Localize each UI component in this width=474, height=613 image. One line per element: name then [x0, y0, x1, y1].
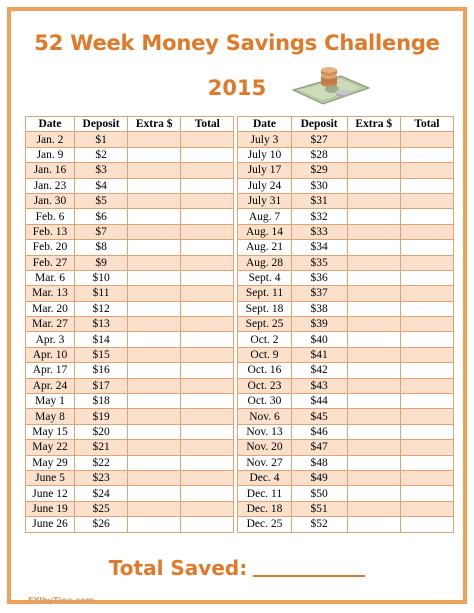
- extra-cell[interactable]: [347, 193, 400, 208]
- extra-cell[interactable]: [347, 486, 400, 501]
- total-cell[interactable]: [181, 517, 234, 532]
- extra-cell[interactable]: [128, 240, 181, 255]
- deposit-cell: $35: [291, 255, 347, 270]
- table-row: [26, 224, 454, 239]
- deposit-cell: $30: [291, 178, 347, 193]
- total-cell[interactable]: [181, 409, 234, 424]
- date-cell: Sept. 25: [238, 317, 291, 332]
- total-cell[interactable]: [181, 501, 234, 516]
- total-cell[interactable]: [400, 178, 453, 193]
- table-row: [26, 470, 454, 485]
- page-title: 52 Week Money Savings Challenge: [34, 31, 440, 55]
- total-cell[interactable]: [400, 424, 453, 439]
- deposit-cell: $29: [291, 163, 347, 178]
- extra-cell[interactable]: [347, 132, 400, 147]
- deposit-cell: $31: [291, 193, 347, 208]
- date-cell: Mar. 6: [26, 270, 75, 285]
- date-cell: Jan. 2: [26, 132, 75, 147]
- extra-cell[interactable]: [347, 394, 400, 409]
- date-cell: Feb. 13: [26, 224, 75, 239]
- deposit-cell: $27: [291, 132, 347, 147]
- deposit-cell: $43: [291, 378, 347, 393]
- deposit-cell: $40: [291, 332, 347, 347]
- table-row: [26, 517, 454, 532]
- extra-cell[interactable]: [128, 255, 181, 270]
- extra-cell[interactable]: [128, 394, 181, 409]
- date-cell: Aug. 7: [238, 209, 291, 224]
- date-cell: Nov. 20: [238, 440, 291, 455]
- deposit-cell: $18: [75, 394, 128, 409]
- deposit-cell: $50: [291, 486, 347, 501]
- extra-cell[interactable]: [128, 332, 181, 347]
- year-label: 2015: [207, 76, 267, 100]
- deposit-cell: $38: [291, 301, 347, 316]
- table-row: [26, 317, 454, 332]
- date-cell: July 31: [238, 193, 291, 208]
- total-cell[interactable]: [400, 363, 453, 378]
- money-stack-icon: [289, 66, 371, 106]
- total-cell[interactable]: [400, 517, 453, 532]
- extra-cell[interactable]: [347, 363, 400, 378]
- total-cell[interactable]: [400, 286, 453, 301]
- deposit-cell: $10: [75, 270, 128, 285]
- deposit-cell: $3: [75, 163, 128, 178]
- date-cell: Dec. 4: [238, 470, 291, 485]
- deposit-cell: $17: [75, 378, 128, 393]
- date-cell: Sept. 4: [238, 270, 291, 285]
- extra-cell[interactable]: [347, 224, 400, 239]
- extra-cell[interactable]: [347, 440, 400, 455]
- deposit-cell: $26: [75, 517, 128, 532]
- total-cell[interactable]: [181, 270, 234, 285]
- deposit-cell: $46: [291, 424, 347, 439]
- date-cell: Mar. 20: [26, 301, 75, 316]
- total-cell[interactable]: [181, 224, 234, 239]
- total-cell[interactable]: [181, 286, 234, 301]
- deposit-cell: $14: [75, 332, 128, 347]
- date-cell: July 24: [238, 178, 291, 193]
- extra-cell[interactable]: [128, 178, 181, 193]
- total-cell[interactable]: [400, 332, 453, 347]
- extra-cell[interactable]: [128, 455, 181, 470]
- deposit-cell: $42: [291, 363, 347, 378]
- header-deposit-left: Deposit: [75, 117, 128, 132]
- deposit-cell: $51: [291, 501, 347, 516]
- table-row: [26, 193, 454, 208]
- deposit-cell: $33: [291, 224, 347, 239]
- extra-cell[interactable]: [347, 270, 400, 285]
- total-cell[interactable]: [181, 301, 234, 316]
- deposit-cell: $15: [75, 347, 128, 362]
- table-row: [26, 147, 454, 162]
- total-cell[interactable]: [400, 270, 453, 285]
- deposit-cell: $52: [291, 517, 347, 532]
- date-cell: Apr. 24: [26, 378, 75, 393]
- extra-cell[interactable]: [347, 470, 400, 485]
- date-cell: Nov. 6: [238, 409, 291, 424]
- table-header-row: [26, 117, 454, 132]
- extra-cell[interactable]: [128, 517, 181, 532]
- table-row: [26, 332, 454, 347]
- savings-table: [25, 116, 454, 533]
- deposit-cell: $22: [75, 455, 128, 470]
- extra-cell[interactable]: [128, 270, 181, 285]
- header-deposit-right: Deposit: [291, 117, 347, 132]
- date-cell: Nov. 13: [238, 424, 291, 439]
- extra-cell[interactable]: [128, 409, 181, 424]
- extra-cell[interactable]: [347, 301, 400, 316]
- extra-cell[interactable]: [128, 147, 181, 162]
- extra-cell[interactable]: [128, 209, 181, 224]
- extra-cell[interactable]: [347, 455, 400, 470]
- total-cell[interactable]: [181, 163, 234, 178]
- table-row: [26, 240, 454, 255]
- date-cell: Oct. 30: [238, 394, 291, 409]
- table-row: [26, 178, 454, 193]
- extra-cell[interactable]: [128, 378, 181, 393]
- total-cell[interactable]: [400, 440, 453, 455]
- date-cell: Jan. 23: [26, 178, 75, 193]
- total-cell[interactable]: [400, 209, 453, 224]
- date-cell: Aug. 14: [238, 224, 291, 239]
- total-cell[interactable]: [400, 455, 453, 470]
- date-cell: Dec. 11: [238, 486, 291, 501]
- deposit-cell: $45: [291, 409, 347, 424]
- date-cell: Feb. 20: [26, 240, 75, 255]
- extra-cell[interactable]: [128, 470, 181, 485]
- extra-cell[interactable]: [128, 424, 181, 439]
- deposit-cell: $4: [75, 178, 128, 193]
- date-cell: Jan. 9: [26, 147, 75, 162]
- total-cell[interactable]: [400, 132, 453, 147]
- extra-cell[interactable]: [128, 363, 181, 378]
- header-extra-left: Extra $: [128, 117, 181, 132]
- date-cell: Oct. 2: [238, 332, 291, 347]
- total-cell[interactable]: [181, 378, 234, 393]
- total-cell[interactable]: [181, 486, 234, 501]
- deposit-cell: $41: [291, 347, 347, 362]
- date-cell: May 8: [26, 409, 75, 424]
- date-cell: Dec. 18: [238, 501, 291, 516]
- date-cell: Aug. 28: [238, 255, 291, 270]
- deposit-cell: $23: [75, 470, 128, 485]
- total-cell[interactable]: [181, 255, 234, 270]
- total-cell[interactable]: [400, 486, 453, 501]
- deposit-cell: $12: [75, 301, 128, 316]
- deposit-cell: $25: [75, 501, 128, 516]
- deposit-cell: $7: [75, 224, 128, 239]
- date-cell: Apr. 3: [26, 332, 75, 347]
- total-cell[interactable]: [400, 378, 453, 393]
- watermark: FYIbyTina.com: [28, 596, 95, 605]
- date-cell: Apr. 17: [26, 363, 75, 378]
- header-total-left: Total: [181, 117, 234, 132]
- total-cell[interactable]: [181, 455, 234, 470]
- extra-cell[interactable]: [347, 517, 400, 532]
- extra-cell[interactable]: [347, 147, 400, 162]
- extra-cell[interactable]: [347, 347, 400, 362]
- deposit-cell: $34: [291, 240, 347, 255]
- header-extra-right: Extra $: [347, 117, 400, 132]
- deposit-cell: $21: [75, 440, 128, 455]
- total-cell[interactable]: [181, 317, 234, 332]
- total-cell[interactable]: [181, 178, 234, 193]
- total-cell[interactable]: [181, 240, 234, 255]
- deposit-cell: $28: [291, 147, 347, 162]
- date-cell: Nov. 27: [238, 455, 291, 470]
- extra-cell[interactable]: [128, 193, 181, 208]
- total-saved-blank-line[interactable]: [253, 575, 365, 577]
- table-row: [26, 270, 454, 285]
- deposit-cell: $2: [75, 147, 128, 162]
- table-row: [26, 455, 454, 470]
- deposit-cell: $6: [75, 209, 128, 224]
- total-saved-label: Total Saved:: [108, 556, 248, 580]
- date-cell: Feb. 6: [26, 209, 75, 224]
- total-cell[interactable]: [400, 240, 453, 255]
- table-row: [26, 440, 454, 455]
- deposit-cell: $1: [75, 132, 128, 147]
- date-cell: Feb. 27: [26, 255, 75, 270]
- deposit-cell: $37: [291, 286, 347, 301]
- extra-cell[interactable]: [347, 240, 400, 255]
- extra-cell[interactable]: [128, 286, 181, 301]
- extra-cell[interactable]: [347, 501, 400, 516]
- table-row: [26, 301, 454, 316]
- date-cell: Oct. 9: [238, 347, 291, 362]
- header-date-right: Date: [238, 117, 291, 132]
- deposit-cell: $20: [75, 424, 128, 439]
- date-cell: June 26: [26, 517, 75, 532]
- extra-cell[interactable]: [128, 501, 181, 516]
- table-row: [26, 163, 454, 178]
- deposit-cell: $16: [75, 363, 128, 378]
- extra-cell[interactable]: [128, 301, 181, 316]
- total-saved: [0, 556, 474, 580]
- deposit-cell: $32: [291, 209, 347, 224]
- deposit-cell: $13: [75, 317, 128, 332]
- date-cell: Oct. 16: [238, 363, 291, 378]
- date-cell: June 5: [26, 470, 75, 485]
- deposit-cell: $8: [75, 240, 128, 255]
- extra-cell[interactable]: [347, 409, 400, 424]
- date-cell: May 22: [26, 440, 75, 455]
- header-date-left: Date: [26, 117, 75, 132]
- total-cell[interactable]: [400, 255, 453, 270]
- total-cell[interactable]: [181, 132, 234, 147]
- header-total-right: Total: [400, 117, 453, 132]
- total-cell[interactable]: [181, 424, 234, 439]
- date-cell: May 15: [26, 424, 75, 439]
- total-cell[interactable]: [181, 209, 234, 224]
- deposit-cell: $39: [291, 317, 347, 332]
- total-cell[interactable]: [400, 347, 453, 362]
- date-cell: July 3: [238, 132, 291, 147]
- date-cell: Apr. 10: [26, 347, 75, 362]
- extra-cell[interactable]: [347, 178, 400, 193]
- total-cell[interactable]: [181, 193, 234, 208]
- deposit-cell: $49: [291, 470, 347, 485]
- total-cell[interactable]: [400, 163, 453, 178]
- date-cell: Dec. 25: [238, 517, 291, 532]
- extra-cell[interactable]: [347, 332, 400, 347]
- deposit-cell: $47: [291, 440, 347, 455]
- extra-cell[interactable]: [347, 163, 400, 178]
- table-row: [26, 286, 454, 301]
- deposit-cell: $24: [75, 486, 128, 501]
- deposit-cell: $11: [75, 286, 128, 301]
- table-row: [26, 255, 454, 270]
- date-cell: May 1: [26, 394, 75, 409]
- total-cell[interactable]: [400, 470, 453, 485]
- total-cell[interactable]: [181, 332, 234, 347]
- extra-cell[interactable]: [347, 317, 400, 332]
- deposit-cell: $36: [291, 270, 347, 285]
- date-cell: Sept. 18: [238, 301, 291, 316]
- date-cell: Jan. 16: [26, 163, 75, 178]
- total-cell[interactable]: [400, 409, 453, 424]
- table-row: [26, 486, 454, 501]
- date-cell: May 29: [26, 455, 75, 470]
- total-cell[interactable]: [400, 394, 453, 409]
- total-cell[interactable]: [400, 193, 453, 208]
- extra-cell[interactable]: [128, 486, 181, 501]
- date-cell: Oct. 23: [238, 378, 291, 393]
- date-cell: July 10: [238, 147, 291, 162]
- extra-cell[interactable]: [128, 132, 181, 147]
- total-cell[interactable]: [400, 147, 453, 162]
- extra-cell[interactable]: [347, 255, 400, 270]
- deposit-cell: $5: [75, 193, 128, 208]
- total-cell[interactable]: [181, 347, 234, 362]
- extra-cell[interactable]: [347, 378, 400, 393]
- extra-cell[interactable]: [347, 424, 400, 439]
- extra-cell[interactable]: [347, 286, 400, 301]
- table-row: [26, 347, 454, 362]
- date-cell: Mar. 27: [26, 317, 75, 332]
- date-cell: Mar. 13: [26, 286, 75, 301]
- extra-cell[interactable]: [128, 163, 181, 178]
- total-cell[interactable]: [181, 147, 234, 162]
- extra-cell[interactable]: [347, 209, 400, 224]
- extra-cell[interactable]: [128, 317, 181, 332]
- deposit-cell: $44: [291, 394, 347, 409]
- date-cell: July 17: [238, 163, 291, 178]
- total-cell[interactable]: [181, 394, 234, 409]
- total-cell[interactable]: [181, 440, 234, 455]
- date-cell: Aug. 21: [238, 240, 291, 255]
- table-row: [26, 378, 454, 393]
- table-row: [26, 394, 454, 409]
- total-cell[interactable]: [400, 224, 453, 239]
- table-row: [26, 409, 454, 424]
- table-row: [26, 209, 454, 224]
- table-row: [26, 132, 454, 147]
- deposit-cell: $19: [75, 409, 128, 424]
- table-row: [26, 363, 454, 378]
- extra-cell[interactable]: [128, 347, 181, 362]
- total-cell[interactable]: [400, 301, 453, 316]
- date-cell: Sept. 11: [238, 286, 291, 301]
- date-cell: June 12: [26, 486, 75, 501]
- date-cell: Jan. 30: [26, 193, 75, 208]
- total-cell[interactable]: [400, 317, 453, 332]
- extra-cell[interactable]: [128, 224, 181, 239]
- total-cell[interactable]: [181, 363, 234, 378]
- extra-cell[interactable]: [128, 440, 181, 455]
- total-cell[interactable]: [400, 501, 453, 516]
- total-cell[interactable]: [181, 470, 234, 485]
- table-row: [26, 424, 454, 439]
- date-cell: June 19: [26, 501, 75, 516]
- table-row: [26, 501, 454, 516]
- deposit-cell: $9: [75, 255, 128, 270]
- deposit-cell: $48: [291, 455, 347, 470]
